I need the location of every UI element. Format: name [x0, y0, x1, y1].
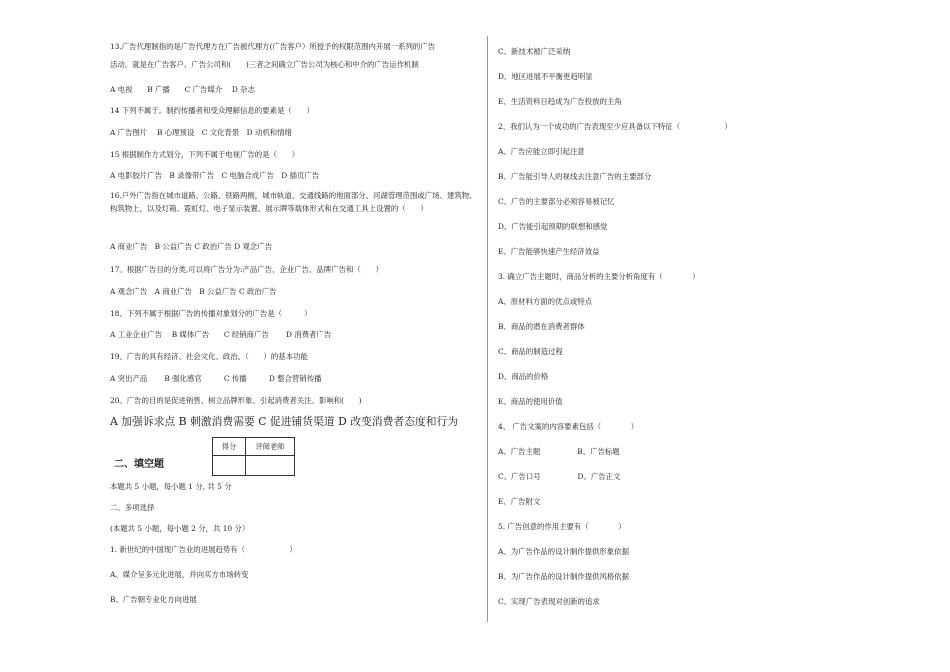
m3-option-c: C、商品的制造过程	[498, 347, 563, 356]
q17-question: 17。根据广告目的分类,可以将广告分为:产品广告、企业广告、品牌广告和（ ）	[110, 265, 383, 274]
q19-question: 19、广告的具有经济、社会文化、政治、（ ）的基本功能	[110, 352, 308, 361]
q13-line1: 13.广告代理制指的是广告代理方在广告被代理方(广告客户）所授予的权限范围内开展一系列的广告	[110, 42, 436, 51]
m2-option-a: A、广告应能立即引起注意	[498, 147, 585, 156]
q16-options: A 商业广告 B 公益广告 C 政治广告 D 观念广告	[110, 242, 273, 251]
m1-question: 1. 新世纪的中国现广告业的进展趋势有（ ）	[110, 545, 297, 554]
m2-option-d: D、广告能引起预期的联想和感觉	[498, 222, 608, 231]
m3-question: 3. 确立广告主题时，商品分析的主要分析角度有（ ）	[498, 272, 700, 281]
q18-question: 18、下列不属于根据广告的传播对象划分的广告是（ ）	[110, 309, 312, 318]
m3-option-d: D、商品的价格	[498, 372, 549, 381]
m5-question: 5. 广告创意的作用主要有（ ）	[498, 522, 626, 531]
m4-options-ab: A、广告主题 B、广告标题	[498, 447, 620, 456]
q13-line2: 活动。就是在广告客户、广告公司和( )三者之间确立广告公司为核心和中介的广告运作机制	[110, 60, 419, 69]
m5-option-c: C、实现广告表现对创新的追求	[498, 597, 600, 606]
q15-question: 15 根据制作方式划分，下列不属于电视广告的是（ ）	[110, 150, 300, 159]
q20-question: 20。广告的目的是促进销售、树立品牌形象、引起消费者关注、影响和( )	[110, 396, 362, 405]
m1-option-d: D、地区进展不平衡更趋明显	[498, 72, 593, 81]
m2-option-b: B、广告能引导人的视线去注意广告的主要部分	[498, 172, 652, 181]
m1-option-c: C、新技术被广泛采纳	[498, 47, 571, 56]
reviewer-header: 评阅老师	[246, 438, 295, 456]
section-note-multiple-choice: (本题共 5 小题，每小题 2 分，共 10 分）	[110, 524, 250, 533]
m5-option-a: A、为广告作品的设计制作提供形象依据	[498, 547, 629, 556]
q19-options: A 突出产品 B 强化感官 C 传播 D 整合营销传播	[110, 374, 322, 383]
section-note-fill-blank: 本题共 5 小题，每小题 1 分, 共 5 分	[110, 482, 232, 491]
m1-option-b: B、广告朝专业化方向进展	[110, 595, 197, 604]
m1-option-a: A、媒介呈多元化进展，并向买方市场转变	[110, 570, 249, 579]
q17-options: A 观念广告 A 商业广告 B 公益广告 C 政治广告	[110, 287, 277, 296]
reviewer-cell	[246, 456, 295, 476]
m4-options-cd: C、广告口号 D、广告正文	[498, 472, 621, 481]
m2-question: 2、我们认为一个成功的广告表现至少应具备以下特征（ ）	[498, 122, 732, 131]
score-header: 得分	[213, 438, 246, 456]
m4-question: 4、 广告文案的内容要素包括（ ）	[498, 422, 639, 431]
q16-question: 16.户外广告指在城市道路、公路、铁路两侧，城市轨道、交通线路的地面部分、河湖管理范围或广场、建筑物、构筑物上，以及灯箱、霓虹灯、电子显示装置、展示牌等载体形式和在交通工具上设置的（ ）	[110, 191, 477, 213]
m3-option-e: E、商品的使用价值	[498, 397, 563, 406]
m5-option-b: B、为广告作品的设计制作提供风格依据	[498, 572, 630, 581]
m3-option-a: A、原材料方面的优点或特点	[498, 297, 593, 306]
q13-options: A 电视 B 广播 C 广告媒介 D 杂志	[110, 85, 255, 94]
q18-options: A 工业企业广告 B 媒体广告 C 经销商广告 D 消费者广告	[110, 330, 332, 339]
q14-question: 14 下列不属于。制约传播者和受众理解信息的要素是（ ）	[110, 106, 314, 115]
m2-option-e: E、广告能够快速产生经济效益	[498, 247, 600, 256]
q14-options: A 广告图片 B 心理预设 C 文化背景 D 动机和情绪	[110, 128, 292, 137]
m1-option-e: E、生活资料日趋成为广告投放的主角	[498, 97, 622, 106]
section-title-fill-blank: 二、填空题	[114, 459, 164, 470]
m2-option-c: C、广告的主要部分必须容易被记忆	[498, 197, 615, 206]
q15-options: A 电影胶片广告 B 录像带广告 C 电脑合成广告 D 插页广告	[110, 171, 320, 180]
score-table	[212, 437, 295, 476]
m4-option-e: E、广告附文	[498, 497, 541, 506]
score-cell	[213, 456, 246, 476]
m3-option-b: B、商品的潜在消费者群体	[498, 322, 585, 331]
section-title-multiple-choice: 二、多项选择	[110, 503, 155, 512]
q20-options: A 加强诉求点 B 刺激消费需要 C 促进铺货渠道 D 改变消费者态度和行为	[110, 415, 459, 428]
column-divider	[487, 36, 488, 622]
